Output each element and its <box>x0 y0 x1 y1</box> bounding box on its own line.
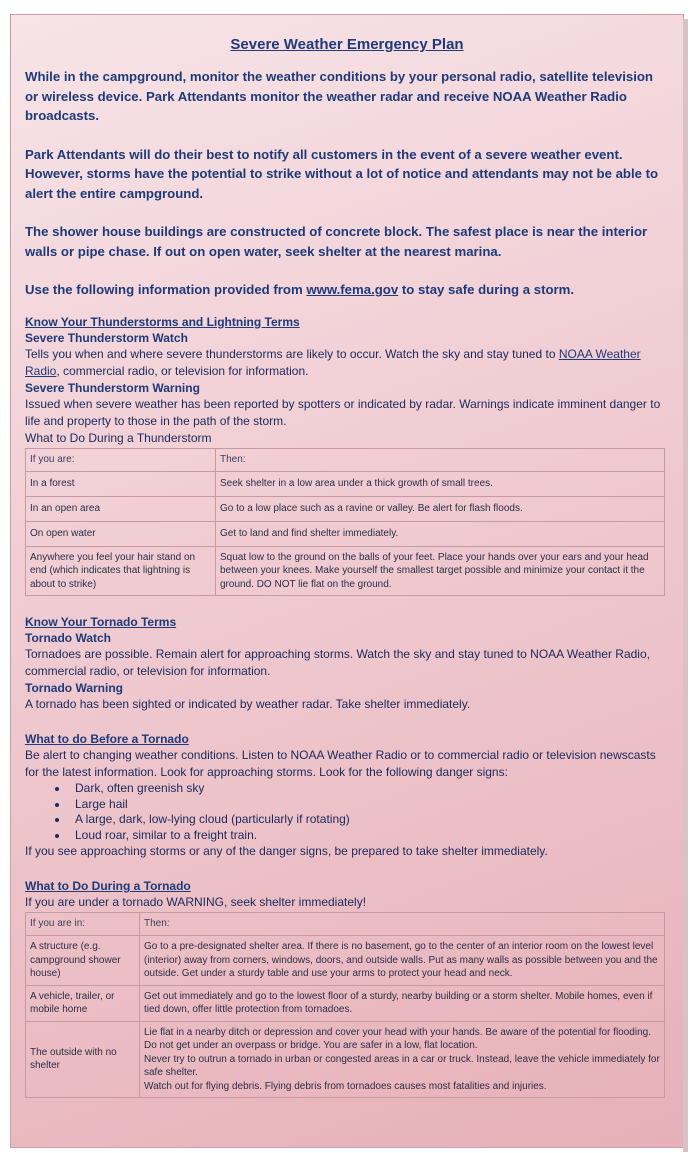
table-row <box>26 471 665 496</box>
tornado-watch-heading: Tornado Watch <box>25 631 111 645</box>
during-tornado-text: If you are under a tornado WARNING, seek shelter immediately! <box>25 895 367 909</box>
table-cell-action: Get out immediately and go to the lowest floor of a sturdy, nearby building or a storm shelter. Mobile homes, even if tied down, offer little protection from tornadoes. <box>140 985 665 1021</box>
thunderstorm-heading: Know Your Thunderstorms and Lightning Terms <box>25 314 300 329</box>
tornado-terms-heading: Know Your Tornado Terms <box>25 615 177 629</box>
thunderstorm-todo-label: What to Do During a Thunderstorm <box>25 430 212 445</box>
outside-action-line: Never try to outrun a tornado in urban or congested areas in a car or truck. Instead, leave the vehicle immediately for safe shelter. <box>144 1053 660 1078</box>
list-item: • Large hail <box>69 797 669 813</box>
table-row <box>26 546 665 596</box>
intro-paragraph-monitor: While in the campground, monitor the weather conditions by your personal radio, satellite television or wireless device. Park Attendants monitor the weather radar and receive NOAA Weather Radio broadcasts. <box>25 69 653 123</box>
before-tornado-text: Be alert to changing weather conditions. Listen to NOAA Weather Radio or to commercial radio or television newscasts for the latest information. Look for approaching storms. Look for the following danger signs: <box>25 748 656 779</box>
table-row <box>26 496 665 521</box>
table-cell-action: Go to a pre-designated shelter area. If there is no basement, go to the center of an interior room on the lowest level (interior) away from corners, windows, doors, and outside walls. Put as many walls as possible between you and the outside. Get under a sturdy table and use your arms to protect your head and neck. <box>140 936 665 986</box>
before-tornado-heading: What to do Before a Tornado <box>25 732 189 746</box>
table-cell-situation: In an open area <box>26 496 216 521</box>
table-cell-action: Seek shelter in a low area under a thick growth of small trees. <box>216 471 665 496</box>
outside-action-line: Watch out for flying debris. Flying debris from tornadoes causes most fatalities and injuries. <box>144 1080 547 1092</box>
watch-text-before: Tells you when and where severe thunderstorms are likely to occur. Watch the sky and stay tuned to <box>25 346 559 361</box>
thunderstorm-table <box>25 448 665 597</box>
thunderstorm-warning-heading: Severe Thunderstorm Warning <box>25 380 200 395</box>
tornado-watch-text: Tornadoes are possible. Remain alert for approaching storms. Watch the sky and stay tuned to NOAA Weather Radio, commercial radio, or television for information. <box>25 647 650 678</box>
table-cell-action: Go to a low place such as a ravine or valley. Be alert for flash floods. <box>216 496 665 521</box>
table-header-row <box>26 913 665 936</box>
before-tornado-after-text: If you see approaching storms or any of the danger signs, be prepared to take shelter immediately. <box>25 844 548 858</box>
watch-text-after: , commercial radio, or television for information. <box>56 363 309 378</box>
fema-text-after: to stay safe during a storm. <box>398 282 575 297</box>
table-cell-situation: A structure (e.g. campground shower house) <box>26 936 140 986</box>
table-cell-action: Squat low to the ground on the balls of your feet. Place your hands over your ears and your head between your knees. Make yourself the smallest target possible and minimize your contact it the ground. DO NOT lie flat on the ground. <box>216 546 665 596</box>
table-header-cell: Then: <box>140 913 665 936</box>
thunderstorm-warning-text: Issued when severe weather has been reported by spotters or indicated by radar. Warnings indicate imminent danger to life and property to those in the path of the storm. <box>25 396 661 428</box>
noaa-radio-link[interactable]: NOAA Weather Radio <box>25 346 641 378</box>
fema-text-before: Use the following information provided from <box>25 282 307 297</box>
during-tornado-section <box>25 878 669 1098</box>
table-cell-situation: A vehicle, trailer, or mobile home <box>26 985 140 1021</box>
table-cell-situation: The outside with no shelter <box>26 1021 140 1098</box>
during-tornado-heading: What to Do During a Tornado <box>25 879 191 893</box>
table-row <box>26 1021 665 1098</box>
tornado-warning-text: A tornado has been sighted or indicated by weather radar. Take shelter immediately. <box>25 697 471 711</box>
intro-paragraph-shelter: The shower house buildings are constructed of concrete block. The safest place is near the interior walls or pipe chase. If out on open water, seek shelter at the nearest marina. <box>25 224 648 259</box>
thunderstorm-section <box>25 314 669 597</box>
page-title: Severe Weather Emergency Plan <box>230 36 464 53</box>
table-cell-situation: On open water <box>26 521 216 546</box>
table-header-cell: If you are in: <box>26 913 140 936</box>
tornado-warning-heading: Tornado Warning <box>25 681 123 695</box>
list-item: • Loud roar, similar to a freight train. <box>69 828 669 844</box>
intro-paragraph-fema <box>25 280 669 300</box>
table-row <box>26 936 665 986</box>
list-item: • A large, dark, low-lying cloud (particularly if rotating) <box>69 812 669 828</box>
emergency-plan-page <box>10 14 684 1148</box>
intro-section <box>25 67 669 300</box>
table-cell-situation: In a forest <box>26 471 216 496</box>
table-row <box>26 521 665 546</box>
table-header-row <box>26 448 665 471</box>
table-header-cell: Then: <box>216 448 665 471</box>
table-row <box>26 985 665 1021</box>
outside-action-line: Lie flat in a nearby ditch or depression and cover your head with your hands. Be aware of the potential for flooding. Do not get under an overpass or bridge. You are safer in a low, flat location. <box>144 1026 651 1051</box>
fema-link[interactable]: www.fema.gov <box>306 282 399 297</box>
table-header-cell: If you are: <box>26 448 216 471</box>
intro-paragraph-notify: Park Attendants will do their best to notify all customers in the event of a severe weather event. However, storms have the potential to strike without a lot of notice and attendants may not be able to alert the entire campground. <box>25 146 659 201</box>
danger-signs-list <box>25 781 669 843</box>
table-cell-action: Get to land and find shelter immediately. <box>216 521 665 546</box>
table-cell-situation: Anywhere you feel your hair stand on end (which indicates that lightning is about to strike) <box>26 546 216 596</box>
tornado-terms-section <box>25 614 669 713</box>
thunderstorm-watch-text <box>25 346 669 380</box>
before-tornado-section <box>25 731 669 860</box>
thunderstorm-watch-heading: Severe Thunderstorm Watch <box>25 330 188 345</box>
tornado-table <box>25 912 665 1098</box>
list-item: • Dark, often greenish sky <box>69 781 669 797</box>
table-cell-action <box>140 1021 665 1098</box>
